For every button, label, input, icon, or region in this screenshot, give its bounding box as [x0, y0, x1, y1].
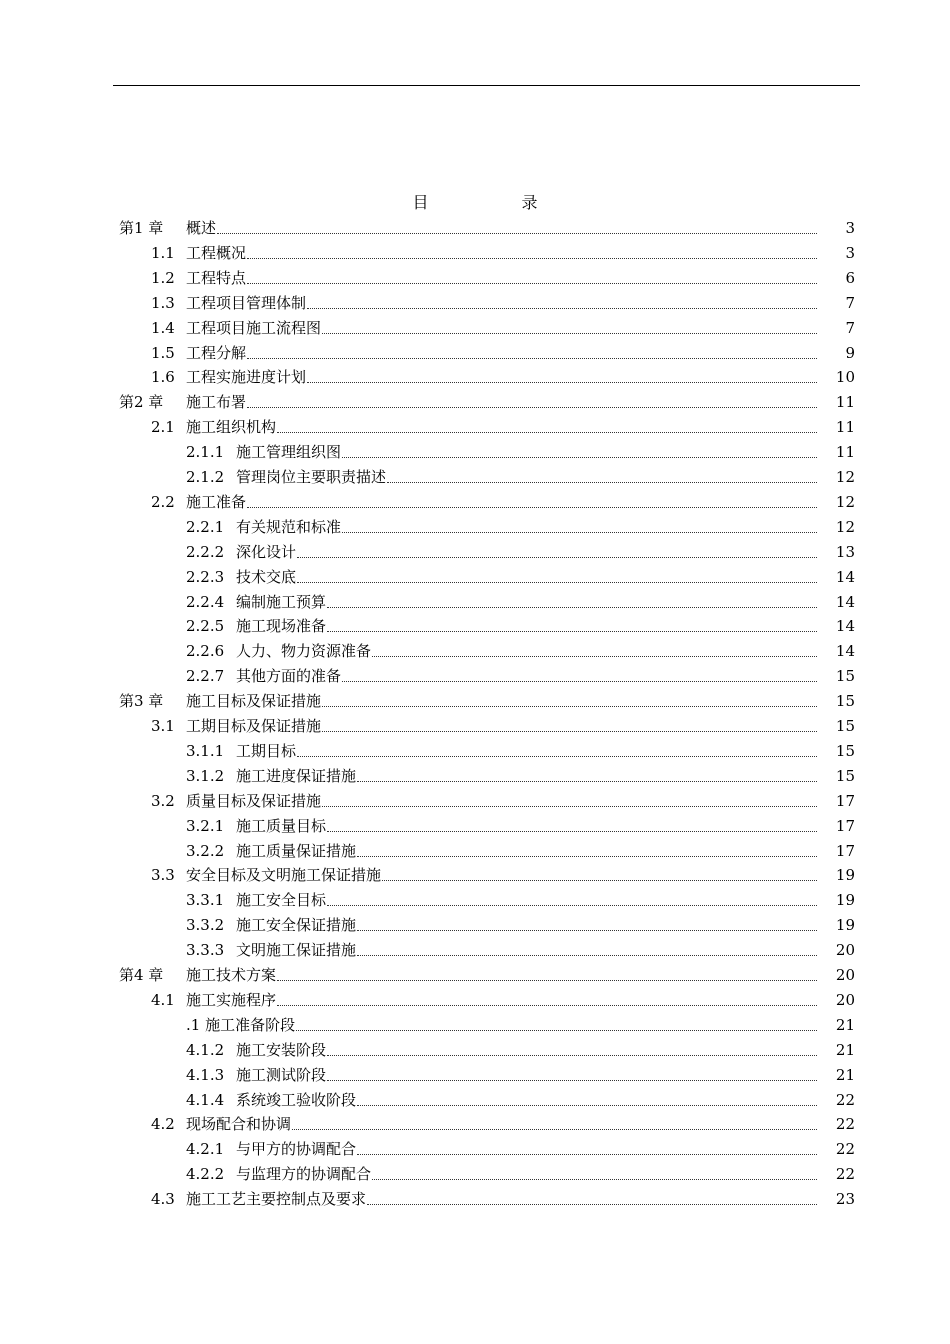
- toc-dot-leader: [382, 880, 817, 881]
- toc-entry[interactable]: [186, 639, 855, 663]
- toc-entry[interactable]: [186, 1038, 855, 1062]
- toc-entry-title: 施工实施程序: [186, 990, 277, 1009]
- toc-entry[interactable]: [119, 390, 855, 414]
- toc-entry[interactable]: [151, 714, 855, 738]
- toc-entry[interactable]: [186, 440, 855, 464]
- toc-page-number: 20: [835, 941, 855, 960]
- toc-entry-title: 工程实施进度计划: [186, 368, 307, 387]
- toc-dot-leader: [322, 706, 817, 707]
- toc-entry[interactable]: [186, 1088, 855, 1112]
- toc-entry[interactable]: [119, 963, 855, 987]
- toc-entry-number: 2.1: [151, 418, 175, 437]
- toc-dot-leader: [247, 507, 817, 508]
- toc-page-number: 3: [845, 243, 855, 262]
- toc-entry-number: 2.2.4: [186, 592, 225, 611]
- toc-entry-number: 4.3: [151, 1190, 175, 1209]
- toc-entry-number: 3.2.1: [186, 816, 225, 835]
- toc-entry-number: 4.1.3: [186, 1065, 225, 1084]
- toc-entry-title: 施工布署: [186, 393, 247, 412]
- toc-entry-title: 现场配合和协调: [186, 1115, 292, 1134]
- toc-entry-title: 其他方面的准备: [236, 667, 342, 686]
- toc-dot-leader: [297, 557, 817, 558]
- toc-dot-leader: [277, 980, 817, 981]
- toc-entry-title: 概述: [186, 219, 217, 237]
- toc-dot-leader: [357, 856, 817, 857]
- toc-dot-leader: [372, 656, 817, 657]
- toc-page-number: 21: [835, 1065, 855, 1084]
- toc-entry-number: 4.1.2: [186, 1040, 225, 1059]
- toc-page-number: 20: [835, 966, 855, 984]
- toc-entry-title: 工程特点: [186, 268, 247, 287]
- toc-entry-title: 工程项目施工流程图: [186, 318, 322, 337]
- toc-entry[interactable]: [151, 490, 855, 514]
- toc-entry-title: .1 施工准备阶段: [186, 1015, 296, 1034]
- toc-entry-title: 施工现场准备: [236, 617, 327, 636]
- toc-entry-title: 工期目标及保证措施: [186, 717, 322, 735]
- toc-entry-number: 3.1.1: [186, 741, 225, 760]
- toc-entry[interactable]: [186, 814, 855, 838]
- toc-entry-number: 2.2.6: [186, 642, 225, 661]
- header-rule: [113, 85, 860, 86]
- toc-page-number: 3: [845, 219, 855, 237]
- toc-page-number: 12: [835, 517, 855, 536]
- toc-entry[interactable]: [186, 1162, 855, 1186]
- toc-page-number: 21: [835, 1015, 855, 1034]
- toc-page-number: 15: [835, 717, 855, 735]
- toc-page-number: 7: [845, 318, 855, 337]
- toc-page-number: 11: [835, 418, 855, 437]
- toc-entry[interactable]: [151, 266, 855, 290]
- toc-entry[interactable]: [186, 839, 855, 863]
- toc-page-number: 14: [835, 567, 855, 586]
- toc-dot-leader: [247, 283, 817, 284]
- toc-entry[interactable]: [186, 913, 855, 937]
- toc-dot-leader: [327, 1055, 817, 1056]
- toc-entry[interactable]: [119, 216, 855, 240]
- toc-entry-title: 施工目标及保证措施: [186, 692, 322, 711]
- toc-entry-number: 2.2.1: [186, 517, 225, 536]
- toc-dot-leader: [297, 756, 817, 757]
- toc-entry[interactable]: [151, 316, 855, 340]
- toc-entry[interactable]: [186, 614, 855, 638]
- toc-page-number: 22: [835, 1090, 855, 1109]
- toc-page-number: 14: [835, 592, 855, 611]
- toc-entry[interactable]: [186, 1013, 855, 1037]
- toc-entry-title: 施工安全保证措施: [236, 916, 357, 935]
- toc-entry[interactable]: [151, 415, 855, 439]
- toc-entry-title: 与监理方的协调配合: [236, 1165, 372, 1184]
- toc-page-number: 22: [835, 1115, 855, 1134]
- toc-page-number: 17: [835, 841, 855, 860]
- toc-title: 目 录: [412, 193, 582, 212]
- toc-entry-title: 施工进度保证措施: [236, 766, 357, 785]
- toc-entry-number: 第4 章: [119, 966, 164, 984]
- toc-entry-number: 2.1.1: [186, 443, 225, 462]
- toc-page-number: 10: [835, 368, 855, 387]
- toc-entry-number: 2.2.7: [186, 667, 225, 686]
- toc-entry-number: 4.2.1: [186, 1140, 225, 1159]
- toc-entry-title: 工程项目管理体制: [186, 293, 307, 312]
- toc-page-number: 23: [835, 1190, 855, 1209]
- toc-page-number: 15: [835, 741, 855, 760]
- toc-entry[interactable]: [186, 1137, 855, 1161]
- toc-entry-title: 施工质量目标: [236, 816, 327, 835]
- toc-entry-number: 2.1.2: [186, 468, 225, 486]
- toc-entry-title: 工期目标: [236, 741, 297, 760]
- toc-entry-number: 1.5: [151, 343, 175, 362]
- toc-entry-title: 施工管理组织图: [236, 443, 342, 462]
- toc-page-number: 11: [835, 393, 855, 412]
- toc-page-number: 15: [835, 692, 855, 711]
- toc-entry-title: 施工安装阶段: [236, 1040, 327, 1059]
- toc-entry[interactable]: [151, 241, 855, 265]
- toc-entry-title: 施工安全目标: [236, 891, 327, 910]
- toc-entry[interactable]: [186, 515, 855, 539]
- toc-entry[interactable]: [186, 664, 855, 688]
- toc-page-number: 15: [835, 667, 855, 686]
- toc-entry-number: 1.3: [151, 293, 175, 312]
- toc-entry[interactable]: [186, 590, 855, 614]
- toc-entry-number: 4.2: [151, 1115, 175, 1134]
- toc-page-number: 12: [835, 468, 855, 486]
- toc-dot-leader: [277, 1005, 817, 1006]
- toc-entry-number: 第2 章: [119, 393, 164, 412]
- toc-page-number: 9: [845, 343, 855, 362]
- toc-dot-leader: [327, 1080, 817, 1081]
- toc-dot-leader: [292, 1129, 817, 1130]
- toc-entry[interactable]: [186, 739, 855, 763]
- toc-page-number: 14: [835, 642, 855, 661]
- toc-entry[interactable]: [151, 291, 855, 315]
- toc-dot-leader: [327, 905, 817, 906]
- toc-dot-leader: [367, 1204, 817, 1205]
- toc-dot-leader: [297, 582, 817, 583]
- toc-page-number: 17: [835, 791, 855, 810]
- toc-dot-leader: [322, 333, 817, 334]
- toc-dot-leader: [217, 233, 817, 234]
- toc-entry[interactable]: [186, 764, 855, 788]
- toc-dot-leader: [342, 532, 817, 533]
- toc-dot-leader: [387, 482, 817, 483]
- toc-dot-leader: [327, 831, 817, 832]
- toc-entry[interactable]: [186, 1063, 855, 1087]
- toc-entry-number: 3.2.2: [186, 841, 225, 860]
- toc-page-number: 22: [835, 1140, 855, 1159]
- toc-dot-leader: [322, 731, 817, 732]
- toc-entry-title: 施工技术方案: [186, 966, 277, 984]
- toc-dot-leader: [327, 631, 817, 632]
- toc-entry-number: 2.2: [151, 492, 175, 511]
- toc-entry-title: 管理岗位主要职责描述: [236, 468, 387, 486]
- toc-entry[interactable]: [151, 341, 855, 365]
- toc-dot-leader: [307, 308, 817, 309]
- toc-entry-title: 深化设计: [236, 542, 297, 561]
- toc-entry[interactable]: [186, 938, 855, 962]
- toc-entry-number: 1.1: [151, 243, 175, 262]
- toc-entry-number: 3.1: [151, 717, 175, 735]
- toc-page-number: 19: [835, 916, 855, 935]
- toc-entry-number: 第1 章: [119, 219, 164, 237]
- toc-entry-number: 3.3: [151, 866, 175, 885]
- toc-entry-title: 施工工艺主要控制点及要求: [186, 1190, 367, 1209]
- toc-entry-number: 3.2: [151, 791, 175, 810]
- toc-entry-title: 质量目标及保证措施: [186, 791, 322, 810]
- toc-page-number: 15: [835, 766, 855, 785]
- toc-entry-number: 3.1.2: [186, 766, 225, 785]
- toc-dot-leader: [296, 1030, 817, 1031]
- toc-entry[interactable]: [151, 365, 855, 389]
- toc-dot-leader: [277, 432, 817, 433]
- toc-entry-title: 施工质量保证措施: [236, 841, 357, 860]
- toc-entry[interactable]: [151, 789, 855, 813]
- toc-page-number: 11: [835, 443, 855, 462]
- toc-entry-title: 人力、物力资源准备: [236, 642, 372, 661]
- toc-page-number: 17: [835, 816, 855, 835]
- toc-page-number: 19: [835, 891, 855, 910]
- toc-dot-leader: [357, 781, 817, 782]
- toc-entry-number: 4.2.2: [186, 1165, 225, 1184]
- toc-entry-title: 文明施工保证措施: [236, 941, 357, 960]
- toc-page-number: 22: [835, 1165, 855, 1184]
- toc-entry[interactable]: [186, 565, 855, 589]
- toc-entry-number: 1.4: [151, 318, 175, 337]
- toc-entry[interactable]: [151, 1112, 855, 1136]
- toc-entry-title: 施工组织机构: [186, 418, 277, 437]
- toc-entry-number: 3.3.3: [186, 941, 225, 960]
- toc-dot-leader: [357, 1105, 817, 1106]
- toc-entry-title: 与甲方的协调配合: [236, 1140, 357, 1159]
- toc-entry-number: 2.2.5: [186, 617, 225, 636]
- toc-entry-title: 工程分解: [186, 343, 247, 362]
- toc-entry-title: 工程概况: [186, 243, 247, 262]
- toc-dot-leader: [357, 930, 817, 931]
- toc-entry-number: 4.1.4: [186, 1090, 225, 1109]
- toc-dot-leader: [247, 358, 817, 359]
- toc-dot-leader: [322, 806, 817, 807]
- toc-entry-number: 第3 章: [119, 692, 164, 711]
- toc-page-number: 7: [845, 293, 855, 312]
- toc-dot-leader: [342, 681, 817, 682]
- toc-page-number: 13: [835, 542, 855, 561]
- toc-entry[interactable]: [186, 540, 855, 564]
- toc-entry[interactable]: [151, 863, 855, 887]
- toc-dot-leader: [307, 382, 817, 383]
- toc-entry-title: 有关规范和标准: [236, 517, 342, 536]
- toc-entry-title: 编制施工预算: [236, 592, 327, 611]
- toc-dot-leader: [247, 407, 817, 408]
- toc-page-number: 19: [835, 866, 855, 885]
- toc-entry[interactable]: [151, 1187, 855, 1211]
- toc-entry[interactable]: [151, 988, 855, 1012]
- toc-entry-title: 施工准备: [186, 492, 247, 511]
- toc-entry-number: 2.2.2: [186, 542, 225, 561]
- toc-page-number: 6: [845, 268, 855, 287]
- toc-dot-leader: [372, 1179, 817, 1180]
- toc-entry[interactable]: [186, 465, 855, 489]
- toc-entry[interactable]: [119, 689, 855, 713]
- toc-entry[interactable]: [186, 888, 855, 912]
- toc-entry-title: 技术交底: [236, 567, 297, 586]
- toc-entry-title: 系统竣工验收阶段: [236, 1090, 357, 1109]
- toc-entry-number: 1.6: [151, 368, 175, 387]
- toc-entry-number: 4.1: [151, 990, 175, 1009]
- toc-dot-leader: [357, 1154, 817, 1155]
- toc-dot-leader: [342, 457, 817, 458]
- toc-entry-number: 3.3.1: [186, 891, 225, 910]
- toc-entry-title: 安全目标及文明施工保证措施: [186, 866, 382, 885]
- toc-page-number: 20: [835, 990, 855, 1009]
- toc-page-number: 21: [835, 1040, 855, 1059]
- toc-entry-number: 3.3.2: [186, 916, 225, 935]
- toc-entry-number: 2.2.3: [186, 567, 225, 586]
- toc-entry-title: 施工测试阶段: [236, 1065, 327, 1084]
- toc-dot-leader: [357, 955, 817, 956]
- toc-entry-number: 1.2: [151, 268, 175, 287]
- toc-page-number: 12: [835, 492, 855, 511]
- toc-page-number: 14: [835, 617, 855, 636]
- toc-dot-leader: [247, 258, 817, 259]
- toc-dot-leader: [327, 607, 817, 608]
